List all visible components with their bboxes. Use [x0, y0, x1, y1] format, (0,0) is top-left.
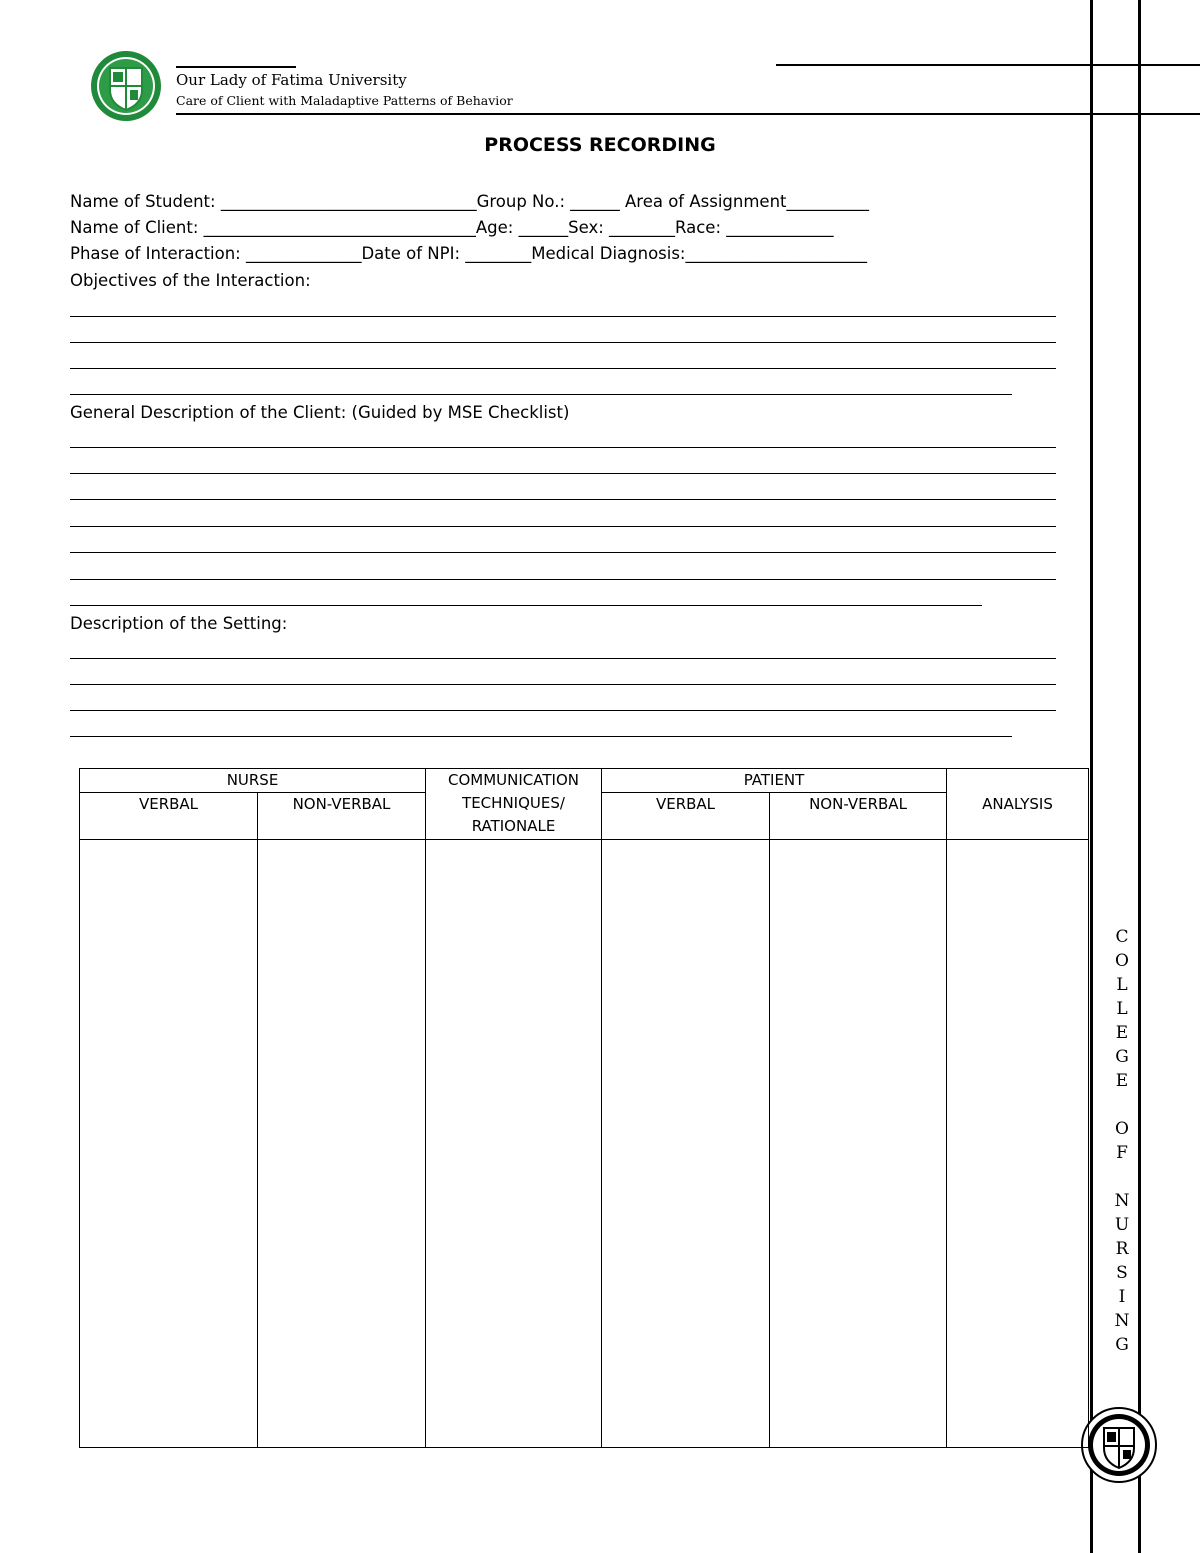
- vertical-letter: C: [1115, 927, 1129, 947]
- setting-description-label: Description of the Setting:: [70, 614, 288, 633]
- vertical-letter: O: [1115, 951, 1129, 971]
- side-rule-left: [1090, 0, 1093, 1553]
- header-rule-top-right: [776, 64, 1200, 66]
- techniques-label: TECHNIQUES/: [462, 794, 565, 812]
- communication-cell[interactable]: [426, 840, 602, 1448]
- analysis-cell[interactable]: [947, 840, 1089, 1448]
- vertical-letter: I: [1118, 1287, 1126, 1307]
- general-description-blank: [70, 473, 1056, 474]
- general-description-blank: [70, 579, 1056, 580]
- communication-label: COMMUNICATION: [448, 771, 579, 789]
- general-description-blank: [70, 605, 982, 606]
- vertical-letter: E: [1115, 1023, 1129, 1043]
- table-header-row: [80, 769, 1089, 793]
- page-title: PROCESS RECORDING: [484, 134, 716, 156]
- nurse-header: NURSE: [80, 769, 426, 793]
- vertical-letter: E: [1115, 1071, 1129, 1091]
- college-of-nursing-vertical: [1107, 925, 1137, 1357]
- interaction-info-line: Phase of Interaction: ______________Date of NPI: ________Medical Diagnosis:______________________: [70, 244, 867, 263]
- vertical-letter: G: [1115, 1047, 1129, 1067]
- setting-description-blank: [70, 684, 1056, 685]
- objectives-blank: [70, 316, 1056, 317]
- vertical-letter: L: [1116, 999, 1128, 1019]
- vertical-letter: N: [1114, 1191, 1130, 1211]
- general-description-blank: [70, 526, 1056, 527]
- general-description-blank: [70, 552, 1056, 553]
- analysis-header: ANALYSIS: [947, 769, 1089, 840]
- course-title: Care of Client with Maladaptive Patterns of Behavior: [176, 93, 513, 108]
- vertical-letter: O: [1115, 1119, 1129, 1139]
- patient-nonverbal-cell[interactable]: [770, 840, 947, 1448]
- objectives-label: Objectives of the Interaction:: [70, 271, 311, 290]
- nurse-verbal-header: VERBAL: [80, 793, 258, 840]
- client-info-line: Name of Client: _________________________________Age: ______Sex: ________Race: _____________: [70, 218, 834, 237]
- university-name: Our Lady of Fatima University: [176, 71, 407, 89]
- student-info-line: Name of Student: _______________________________Group No.: ______ Area of Assignment__________: [70, 192, 870, 211]
- college-seal: [1080, 1402, 1158, 1488]
- objectives-blank: [70, 394, 1012, 395]
- table-body-row: [80, 840, 1089, 1448]
- general-description-blank: [70, 499, 1056, 500]
- objectives-blank: [70, 342, 1056, 343]
- vertical-letter: [1107, 1093, 1137, 1117]
- setting-description-blank: [70, 736, 1012, 737]
- vertical-letter: U: [1114, 1215, 1130, 1235]
- vertical-letter: N: [1114, 1311, 1130, 1331]
- patient-nonverbal-header: NON-VERBAL: [770, 793, 947, 840]
- nurse-nonverbal-header: NON-VERBAL: [258, 793, 426, 840]
- vertical-letter: R: [1115, 1239, 1129, 1259]
- process-recording-table: [79, 768, 1089, 1448]
- header-rule-top-left: [176, 66, 296, 68]
- general-description-label: General Description of the Client: (Guided by MSE Checklist): [70, 403, 570, 422]
- communication-header: [426, 769, 602, 840]
- setting-description-blank: [70, 710, 1056, 711]
- vertical-letter: L: [1116, 975, 1128, 995]
- patient-verbal-cell[interactable]: [602, 840, 770, 1448]
- setting-description-blank: [70, 658, 1056, 659]
- objectives-blank: [70, 368, 1056, 369]
- nurse-verbal-cell[interactable]: [80, 840, 258, 1448]
- patient-verbal-header: VERBAL: [602, 793, 770, 840]
- header-rule-bottom: [176, 113, 1200, 115]
- vertical-letter: G: [1115, 1335, 1129, 1355]
- university-logo: [86, 50, 166, 122]
- vertical-letter: S: [1116, 1263, 1128, 1283]
- vertical-letter: F: [1116, 1143, 1128, 1163]
- general-description-blank: [70, 447, 1056, 448]
- patient-header: PATIENT: [602, 769, 947, 793]
- side-rule-right: [1138, 0, 1141, 1553]
- vertical-letter: [1107, 1165, 1137, 1189]
- rationale-label: RATIONALE: [471, 817, 556, 835]
- nurse-nonverbal-cell[interactable]: [258, 840, 426, 1448]
